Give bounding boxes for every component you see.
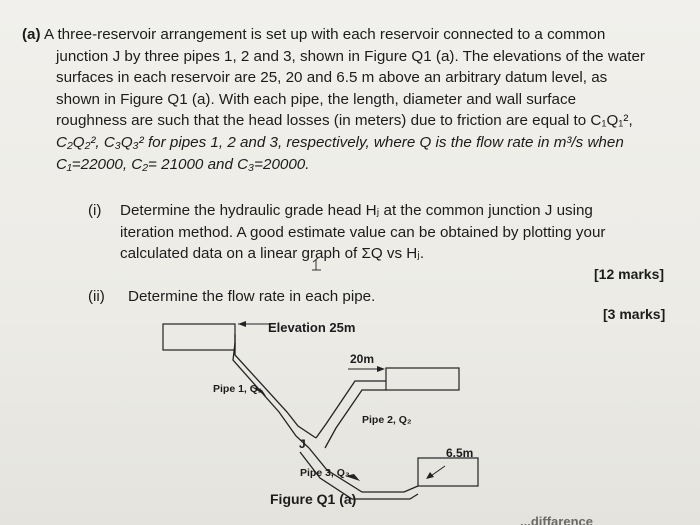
sub-question-ii-label: (ii): [88, 288, 105, 305]
pipe-3-label: Pipe 3, Q₃: [300, 467, 350, 479]
sub-question-ii-marks: [3 marks]: [603, 306, 666, 322]
pen-mark: [312, 258, 321, 270]
sub-question-i-label: (i): [88, 202, 102, 219]
cut-off-text: ...diffarence: [520, 514, 593, 525]
reservoir-3-box: [418, 458, 478, 486]
elevation-label: Elevation 25m: [268, 320, 356, 335]
r2-arrow-head: [377, 366, 385, 372]
question-line-5: roughness are such that the head losses (in meters) due to friction are equal to C₁Q₁²,: [56, 112, 633, 130]
figure-caption: Figure Q1 (a): [270, 491, 357, 507]
part-label: (a): [22, 26, 41, 43]
pipe-2-label: Pipe 2, Q₂: [362, 414, 412, 426]
reservoir-2-label: 20m: [350, 352, 375, 366]
pipe-1-label: Pipe 1, Q₁: [213, 383, 263, 395]
sub-question-i-line-1: Determine the hydraulic grade head Hⱼ at the common junction J using: [120, 202, 593, 219]
sub-question-ii-text: Determine the flow rate in each pipe.: [128, 288, 376, 305]
reservoir-3-label: 6.5m: [446, 446, 474, 460]
cut-off-text-wrap: [520, 512, 690, 525]
question-line-7: C₁=22000, C₂= 21000 and C₃=20000.: [56, 155, 310, 173]
question-line-2: junction J by three pipes 1, 2 and 3, shown in Figure Q1 (a). The elevations of the water: [56, 47, 645, 65]
elevation-arrow-head: [238, 321, 246, 327]
reservoir-1-box: [163, 324, 235, 350]
junction-label: J: [299, 437, 306, 451]
sub-question-i-line-3: calculated data on a linear graph of ΣQ vs Hⱼ.: [120, 245, 425, 263]
question-line-1: (a) A three-reservoir arrangement is set up with each reservoir connected to a common: [22, 26, 606, 43]
r3-arrow-head: [426, 472, 434, 479]
question-line-4: shown in Figure Q1 (a). With each pipe, the length, diameter and wall surface: [56, 90, 577, 108]
question-line-3: surfaces in each reservoir are 25, 20 and 6.5 m above an arbitrary datum level, as: [56, 69, 608, 87]
reservoir-2-box: [386, 368, 459, 390]
question-line-6: C₂Q₂², C₃Q₃² for pipes 1, 2 and 3, respectively, where Q is the flow rate in m³/s when: [56, 133, 624, 151]
sub-question-i-line-2: iteration method. A good estimate value can be obtained by plotting your: [120, 223, 606, 241]
sub-question-i-marks: [12 marks]: [594, 266, 665, 282]
pipe-1-inner: [233, 343, 309, 448]
